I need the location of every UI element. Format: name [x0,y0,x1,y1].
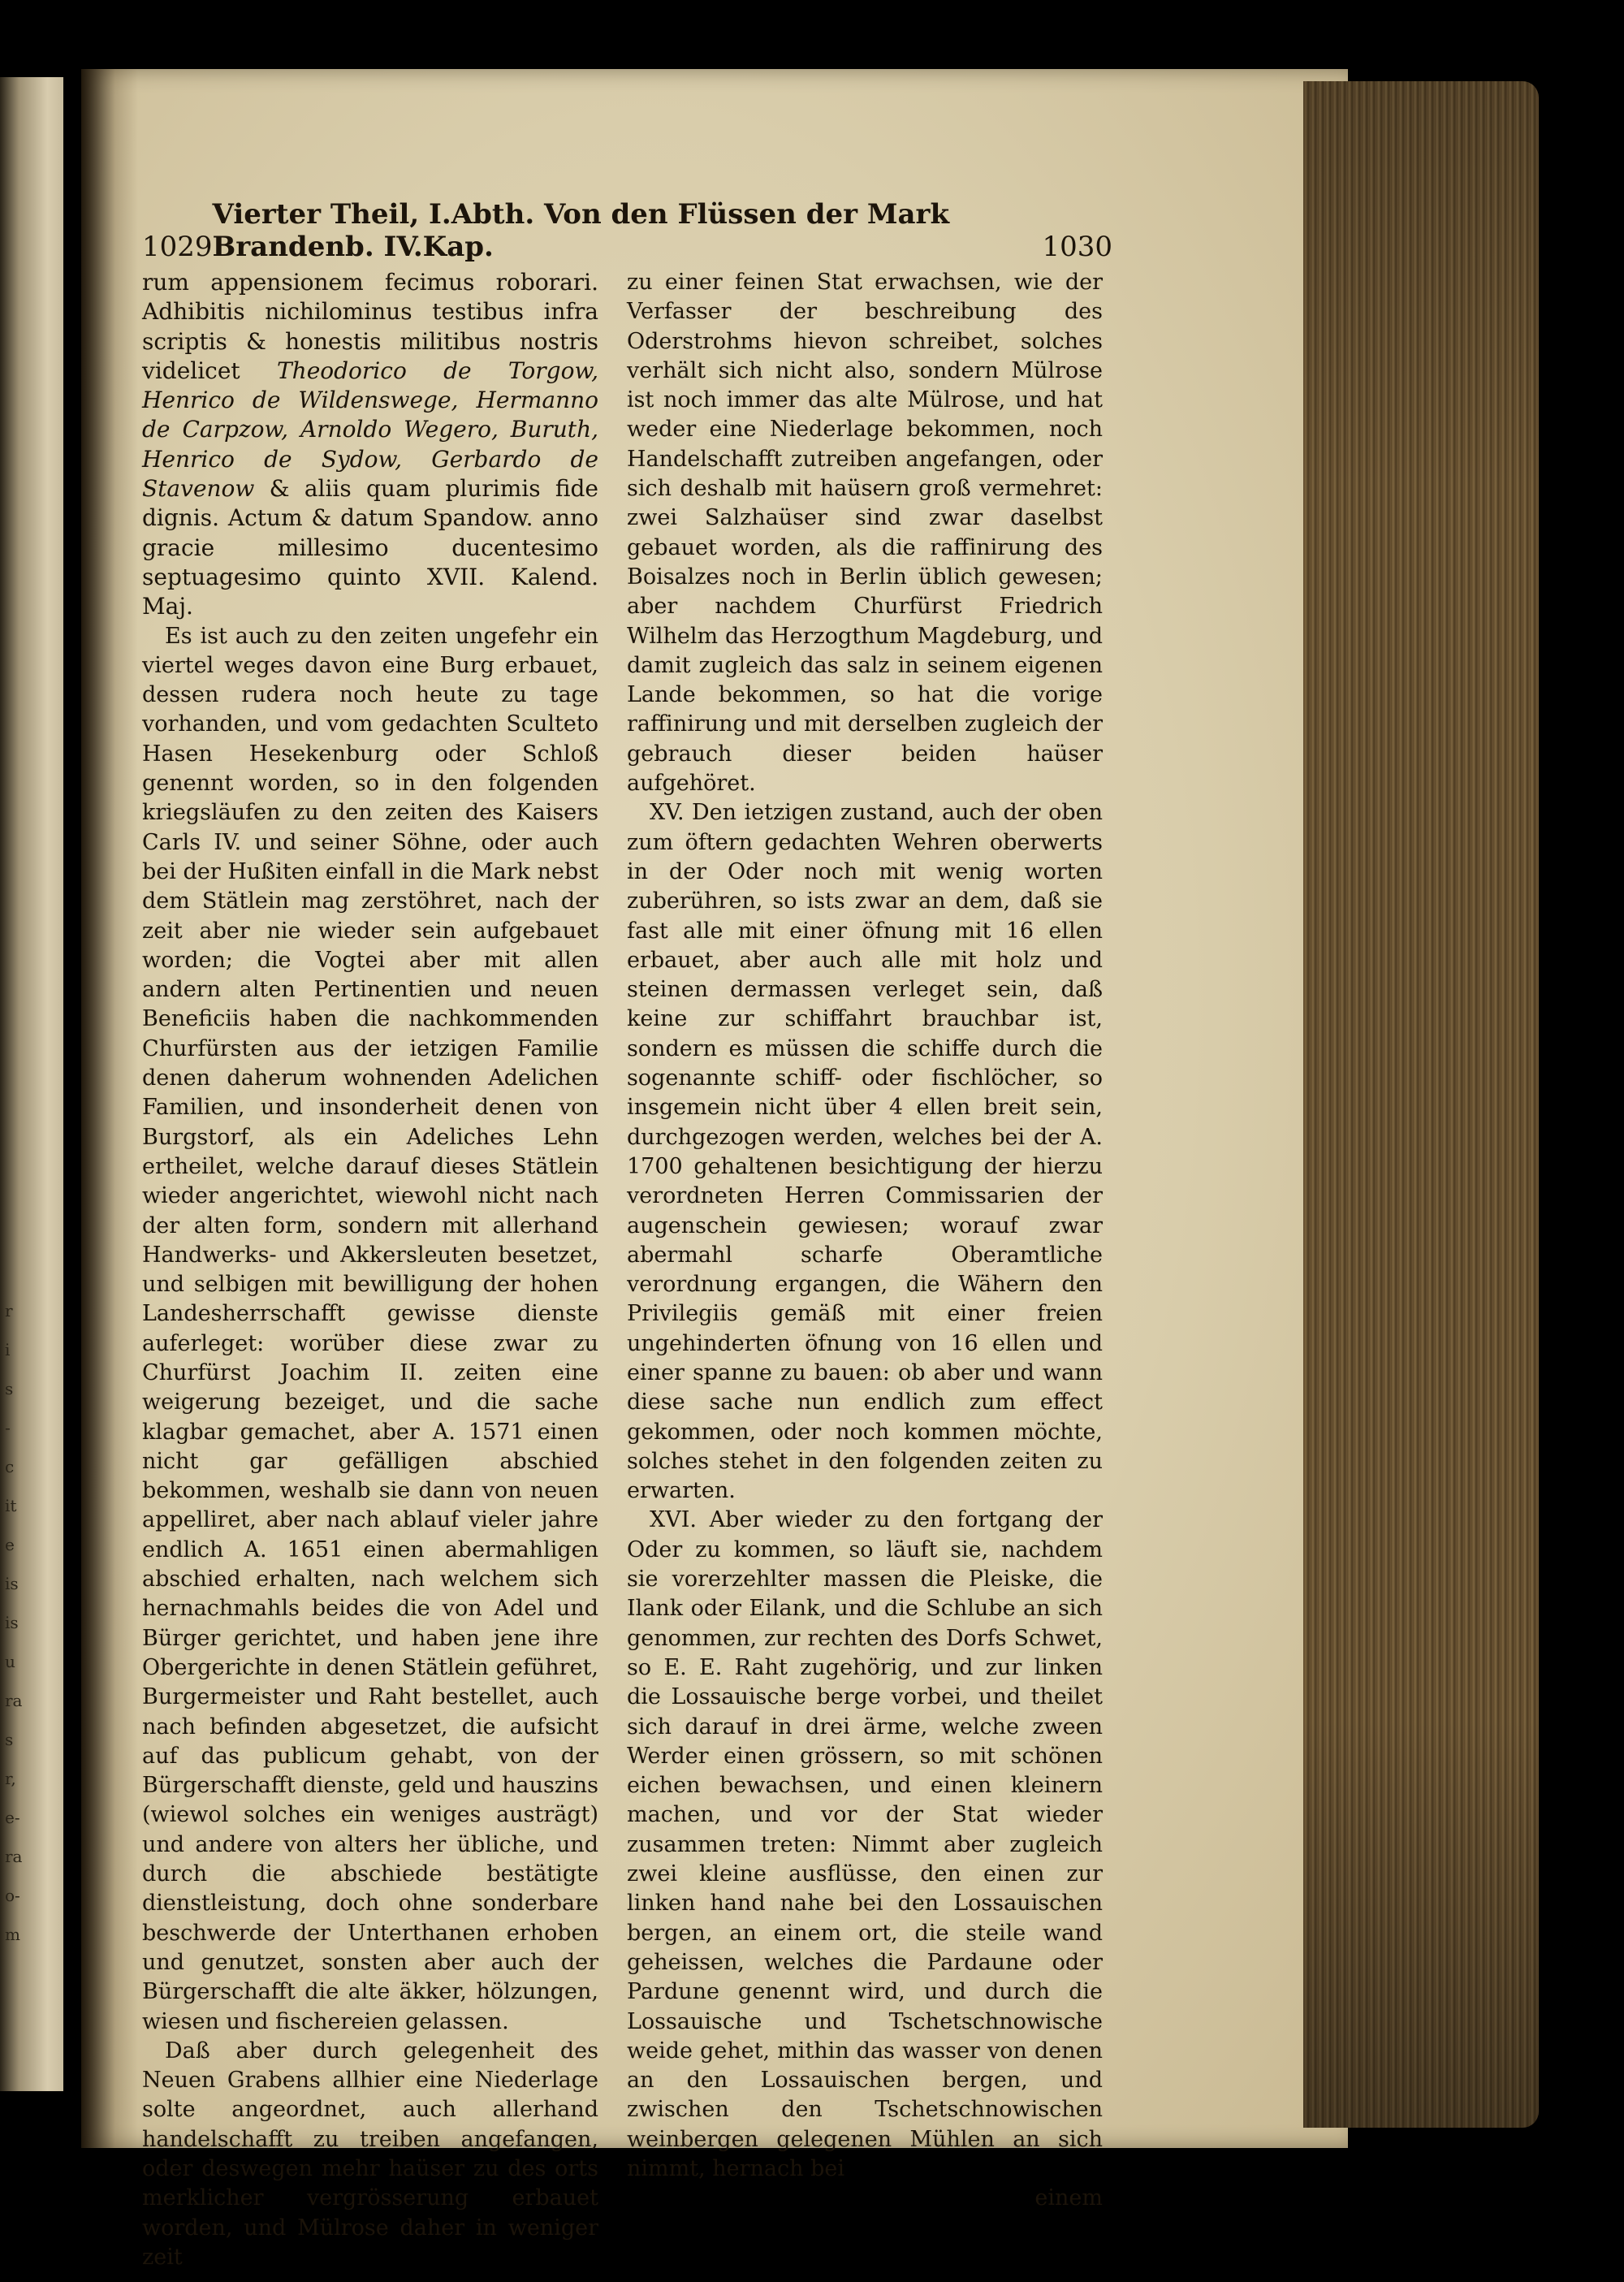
fragment-letter: r, [5,1769,16,1788]
fragment-letter: c [5,1457,15,1476]
fragment-letter: ra [5,1691,23,1710]
fragment-letter: r [5,1301,13,1320]
fragment-letter: o- [5,1886,20,1905]
book-edge-shade [1303,81,1539,2128]
page-gutter-shadow [81,69,138,2148]
fragment-letter: s [5,1730,14,1749]
fragment-letter: e- [5,1808,20,1827]
paragraph-section-xv: XV. Den ietzigen zustand, auch der oben zum öftern gedachten Wehren oberwerts in der Oder noch mit wenig worten zuberühren, so ists zwar an dem, daß sie fast alle mit einer öfnung mit 16 ellen erbauet, aber auch alle mit holz und steinen dermassen verleget sein, daß keine zur schiffahrt brauchbar ist, sondern es müssen die schiffe durch die sogenannte schiff- oder fischlöcher, so insgemein nicht über 4 ellen breit sein, durchgezogen werden, welches bei der A. 1700 gehaltenen besichtigung der hierzu verordneten Herren Commissarien der augenschein gewiesen; worauf zwar abermahl scharfe Oberamtliche verordnung ergangen, die Wähern den Privilegiis gemäß mit einer freien ungehinderten öfnung von 16 ellen und einer spanne zu bauen: ob aber und wann diese sache nun endlich zum effect gekommen, oder noch kommen möchte, solches stehet in den folgenden zeiten zu erwarten. [627,800,1103,1504]
fragment-letter: is [5,1613,19,1632]
fragment-letter: e [5,1535,15,1554]
running-header [142,198,1112,263]
fragment-letter: m [5,1925,20,1944]
fragment-letter: s [5,1379,14,1398]
paragraph-section-xvi: XVI. Aber wieder zu den fortgang der Oder zu kommen, so läuft sie, nachdem sie vorerzehlter massen die Pleiske, die Ilank oder Eilank, und die Schlube an sich genommen, zur rechten des Dorfs Schwet, so E. E. Raht zugehörig, und zur linken die Lossauische berge vorbei, und theilet sich darauf in drei ärme, welche zween Werder einen grössern, so mit schönen eichen bewachsen, und einen kleinern machen, und vor der Stat wieder zusammen treten: Nimmt aber zugleich zwei kleine ausflüsse, den einen zur linken hand nahe bei den Lossauischen bergen, an einem ort, die steile wand geheissen, welches die Pardaune oder Pardune genennt wird, und durch die Lossauische und Tschetschnowische weide gehet, mithin das wasser von denen an den Lossauischen bergen, und zwischen den Tschetschnowischen weinbergen gelegenen Mühlen an sich nimmt, hernach bei [627,1507,1103,2181]
page-number-right: 1030 [1042,231,1112,263]
latin-witness-names: Theodorico de Torgow, Henrico de Wildenswege, Hermanno de Carpzow, Arnoldo Wegero, Buruth, Henrico de Sydow, Gerbardo de Stavenow [142,357,598,503]
fragment-letter: u [5,1652,15,1671]
fragment-letter: i [5,1340,11,1359]
fragment-letter: ra [5,1847,23,1866]
fragment-letter: - [5,1418,11,1437]
catchword: einem [1034,2185,1103,2211]
paragraph-burg: Es ist auch zu den zeiten ungefehr ein viertel weges davon eine Burg erbauet, dessen rudera noch heute zu tage vorhanden, und vom gedachten Sculteto Hasen Hesekenburg oder Schloß genennt worden, so in den folgenden kriegsläufen zu den zeiten des Kaisers Carls IV. und seiner Söhne, oder auch bei der Hußiten einfall in die Mark nebst dem Stätlein mag zerstöhret, nach der zeit aber nie wieder sein aufgebauet worden; die Vogtei aber mit allen andern alten Pertinentien und neuen Beneficiis haben die nachkommenden Churfürsten aus der ietzigen Familie denen daherum wohnenden Adelichen Familien, und insonderheit denen von Burgstorf, als ein Adeliches Lehn ertheilet, welche darauf dieses Stätlein wieder angerichtet, wiewohl nicht nach der alten form, sondern mit allerhand Handwerks- und Akkersleuten besetzet, und selbigen mit bewilligung der hohen Landesherrschafft gewisse dienste auferleget: worüber diese zwar zu Churfürst Joachim II. zeiten eine weigerung bezeiget, und die sache klagbar gemachet, aber A. 1571 einen nicht gar gefälligen abschied bekommen, weshalb sie dann von neuen appelliret, aber nach ablauf vieler jahre endlich A. 1651 einen abermahligen abschied erhalten, nach welchem sich hernachmahls beides die von Adel und Bürger gerichtet, und haben jene ihre Obergerichte in denen Stätlein geführet, Burgermeister und Raht bestellet, auch nach befinden abgesetzet, die aufsicht auf das publicum gehabt, von der Bürgerschafft dienste, geld und hauszins (wiewol solches ein weniges austrägt) und andere von alters her übliche, und durch die abschiede bestätigte dienstleistung, doch ohne sonderbare beschwerde der Unterthanen erhoben und genutzet, sonsten aber auch der Bürgerschafft die alte äkker, hölzungen, wiesen und fischereien gelassen. [142,623,598,2034]
page-number-left: 1029 [142,231,213,263]
paragraph-niederlage: Daß aber durch gelegenheit des Neuen Grabens allhier eine Niederlage solte angeordnet, auch allerhand handelschafft zu treiben angefangen, oder deswegen mehr haüser zu des orts merklicher vergrösserung erbauet worden, und Mülrose daher in weniger zeit [142,2038,598,2270]
paragraph-stat: zu einer feinen Stat erwachsen, wie der Verfasser der beschreibung des Oderstrohms hievon schreibet, solches verhält sich nicht also, sondern Mülrose ist noch immer das alte Mülrose, und hat weder eine Niederlage bekommen, noch Handelschafft zutreiben angefangen, oder sich deshalb mit haüsern groß vermehret: zwei Salzhaüser sind zwar daselbst gebauet worden, als die raffinirung des Boisalzes noch in Berlin üblich gewesen; aber nachdem Churfürst Friedrich Wilhelm das Herzogthum Magdeburg, und damit zugleich das salz in seinem eigenen Lande bekommen, so hat die vorige raffinirung und mit derselben zugleich der gebrauch dieser beiden haüser aufgehöret. [627,270,1103,797]
running-title: Vierter Theil, I.Abth. Von den Flüssen der Mark Brandenb. IV.Kap. [212,198,950,263]
right-text-column [627,268,1103,2214]
fragment-letter: is [5,1574,19,1593]
latin-charter-text: rum appensionem fecimus roborari. Adhibitis nichilominus testibus infra scriptis & honestis militibus nostris videlicet Theodorico de Torgow, Henrico de Wildenswege, Hermanno de Carpzow, Arnoldo Wegero, Buruth, Henrico de Sydow, Gerbardo de Stavenow & aliis quam plurimis fide dignis. Actum & datum Spandow. anno gracie millesimo ducentesimo septuagesimo quinto XVII. Kalend. Maj. [142,269,599,620]
fragment-letter: it [5,1496,17,1515]
previous-page-fragment [5,1291,37,1954]
left-text-column [142,268,598,2272]
